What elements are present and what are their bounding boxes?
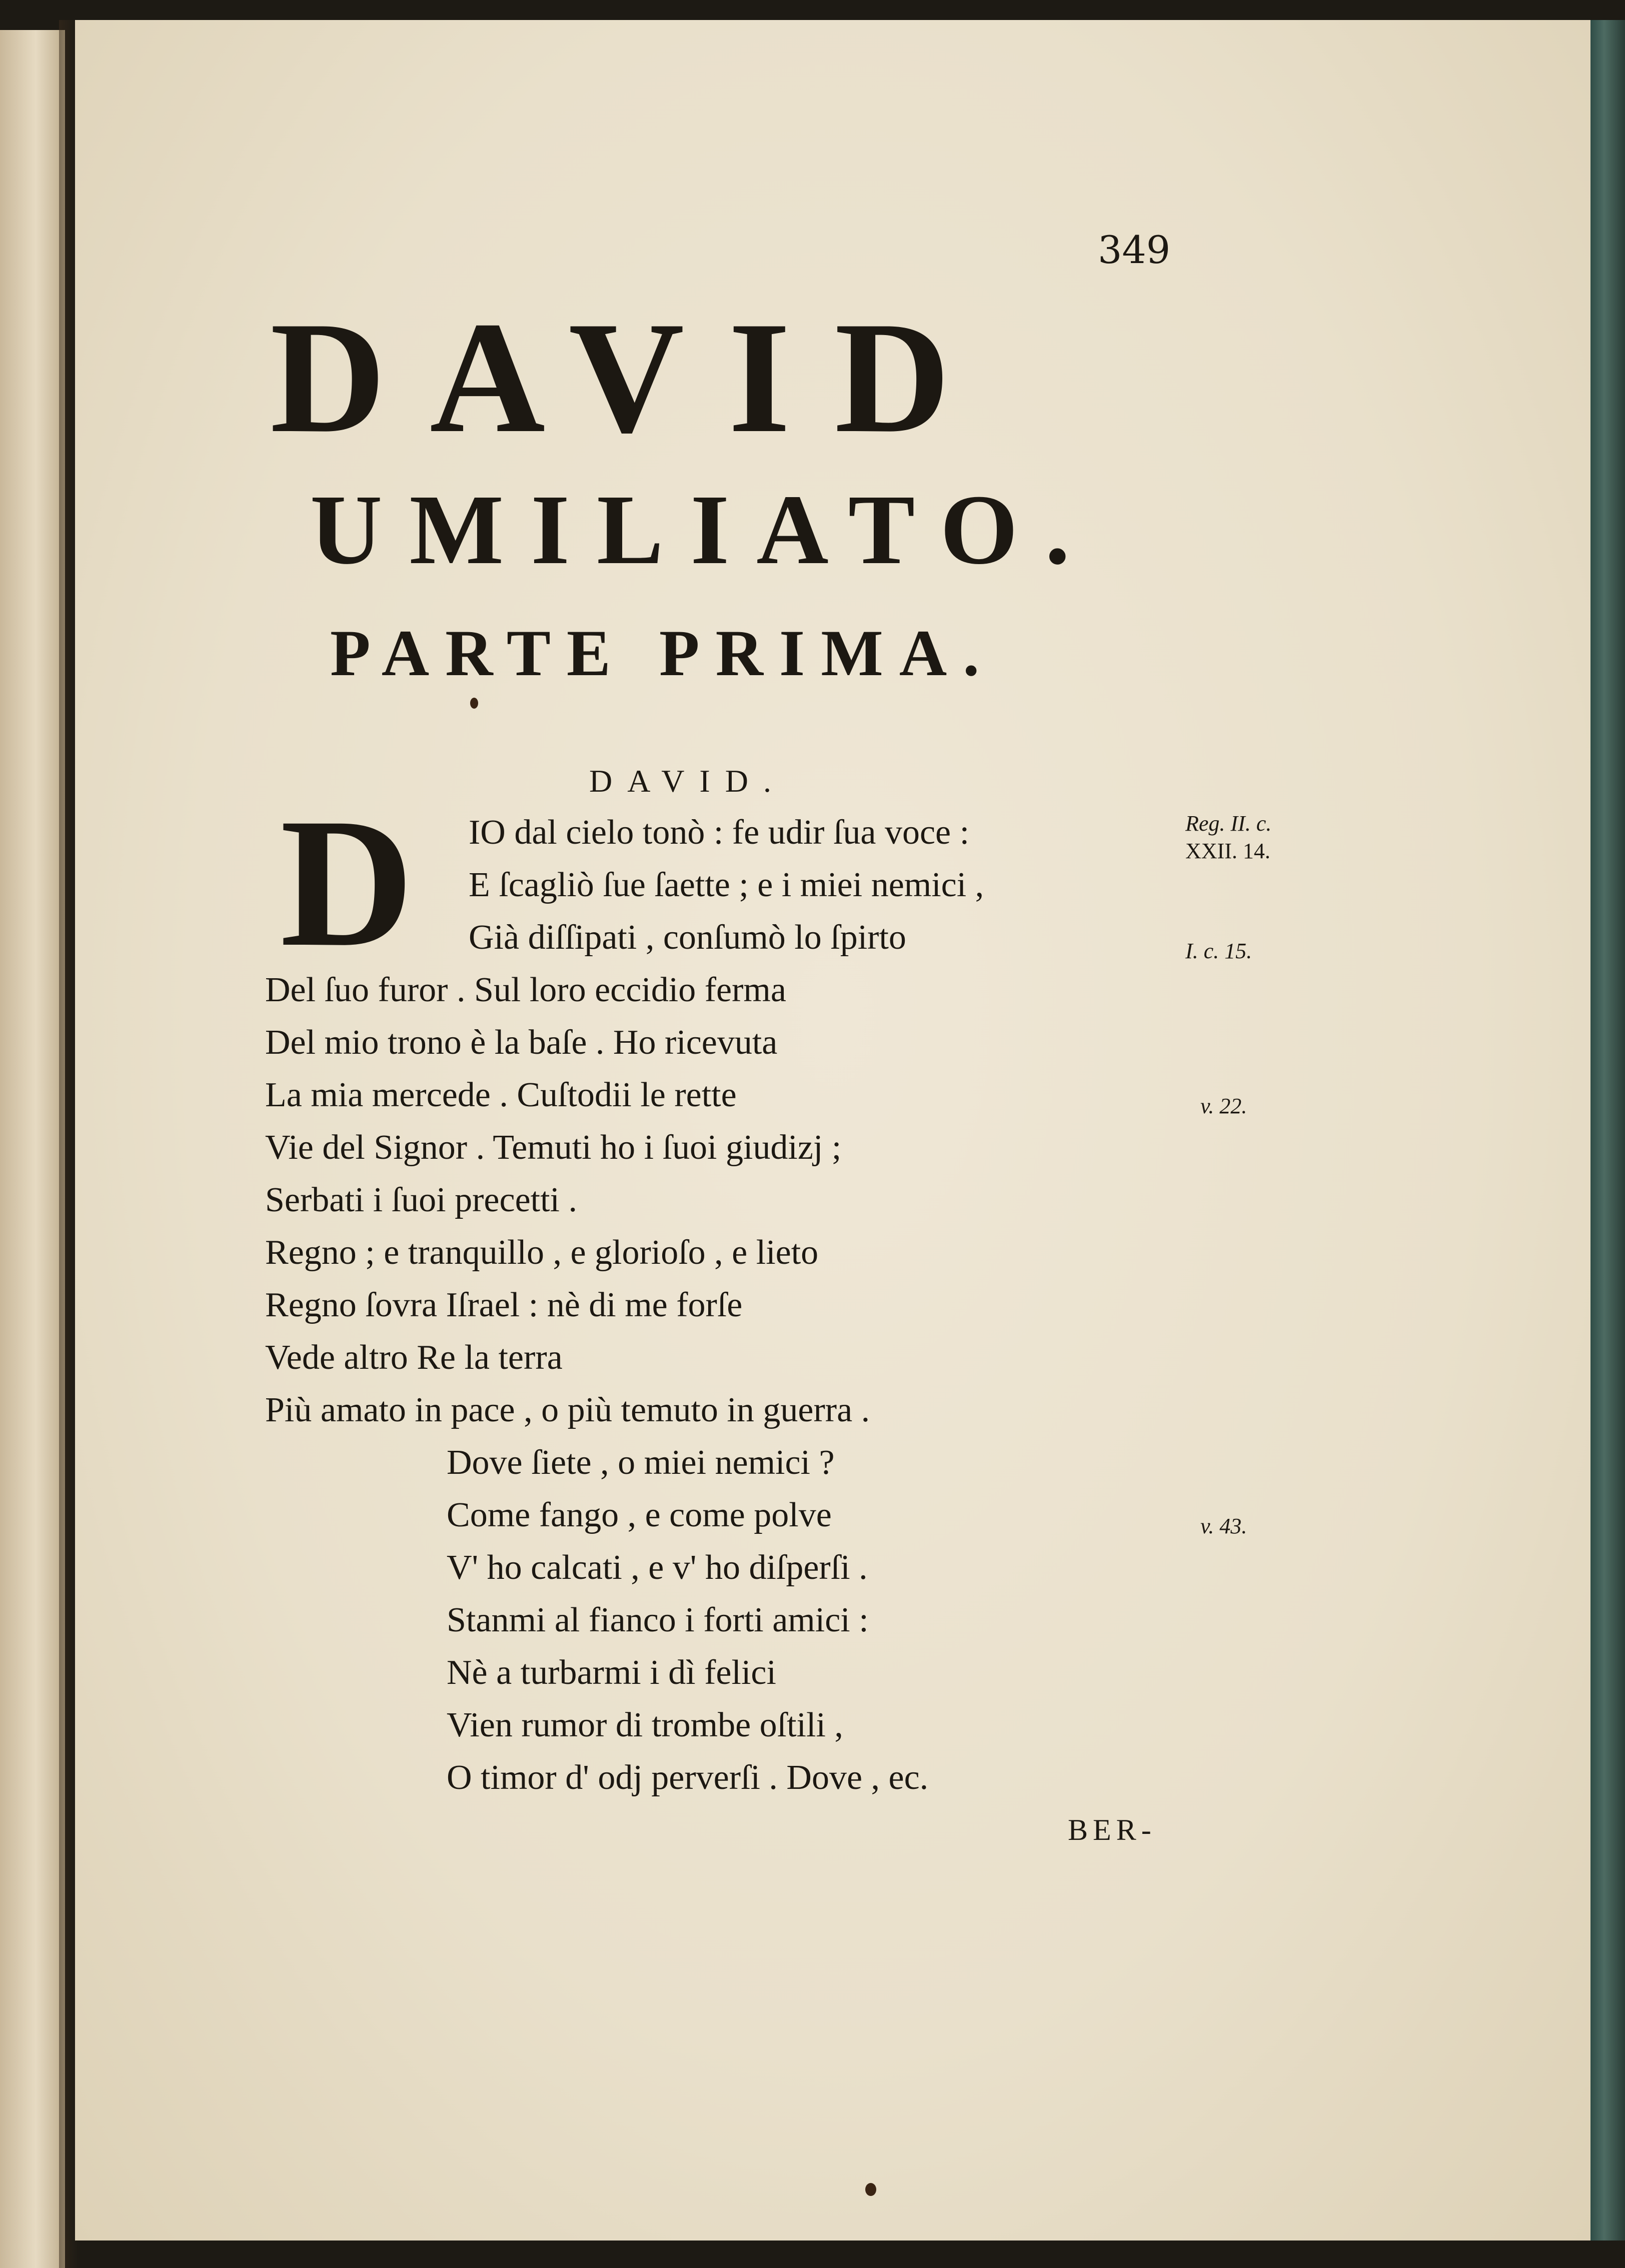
verse-line: Del mio trono è la baſe . Ho ricevuta — [265, 1023, 778, 1062]
verse-line: La mia mercede . Cuſtodii le rette — [265, 1076, 737, 1114]
verse-line: Più amato in pace , o più temuto in guerra . — [265, 1391, 870, 1429]
margin-note: I. c. 15. — [1185, 939, 1252, 963]
part-heading: PARTE PRIMA. — [330, 616, 996, 690]
verse-line: Dove ſiete , o miei nemici ? — [447, 1443, 835, 1482]
page-title: DAVID — [270, 289, 994, 466]
facing-page-edge — [0, 30, 65, 2268]
page-number: 349 — [1098, 228, 1171, 272]
verse-line: Nè a turbarmi i dì felici — [447, 1653, 776, 1692]
margin-note: v. 43. — [1200, 1514, 1247, 1538]
catchword: BER- — [1068, 1813, 1156, 1846]
speaker-name: DAVID. — [589, 763, 786, 799]
verse-line: E ſcagliò ſue ſaette ; e i miei nemici , — [469, 866, 984, 904]
verse-line: Regno ; e tranquillo , e glorioſo , e lieto — [265, 1233, 819, 1272]
margin-note: XXII. 14. — [1185, 839, 1270, 863]
verse-line: Già diſſipati , conſumò lo ſpirto — [469, 918, 906, 957]
page-edge — [1590, 20, 1625, 2240]
margin-note: Reg. II. c. — [1185, 811, 1272, 836]
ink-spot — [865, 2183, 876, 2196]
verse-line: Vien rumor di trombe oſtili , — [447, 1706, 843, 1744]
verse-line: IO dal cielo tonò : fe udir ſua voce : — [469, 813, 970, 852]
drop-cap: D — [280, 780, 414, 985]
verse-line: Del ſuo furor . Sul loro eccidio ferma — [265, 971, 786, 1009]
verse-line: Come fango , e come polve — [447, 1496, 832, 1534]
page-subtitle: UMILIATO. — [310, 475, 1097, 585]
verse-line: Vie del Signor . Temuti ho i ſuoi giudizj ; — [265, 1128, 842, 1167]
verse-line: O timor d' odj perverſi . Dove , ec. — [447, 1758, 929, 1797]
verse-line: Regno ſovra Iſrael : nè di me forſe — [265, 1286, 743, 1324]
verse-line: Stanmi al fianco i forti amici : — [447, 1601, 869, 1639]
ink-stain — [470, 698, 478, 709]
margin-note: v. 22. — [1200, 1094, 1247, 1118]
verse-line: V' ho calcati , e v' ho diſperſi . — [447, 1548, 868, 1587]
verse-line: Vede altro Re la terra — [265, 1338, 563, 1377]
verse-line: Serbati i ſuoi precetti . — [265, 1181, 577, 1219]
